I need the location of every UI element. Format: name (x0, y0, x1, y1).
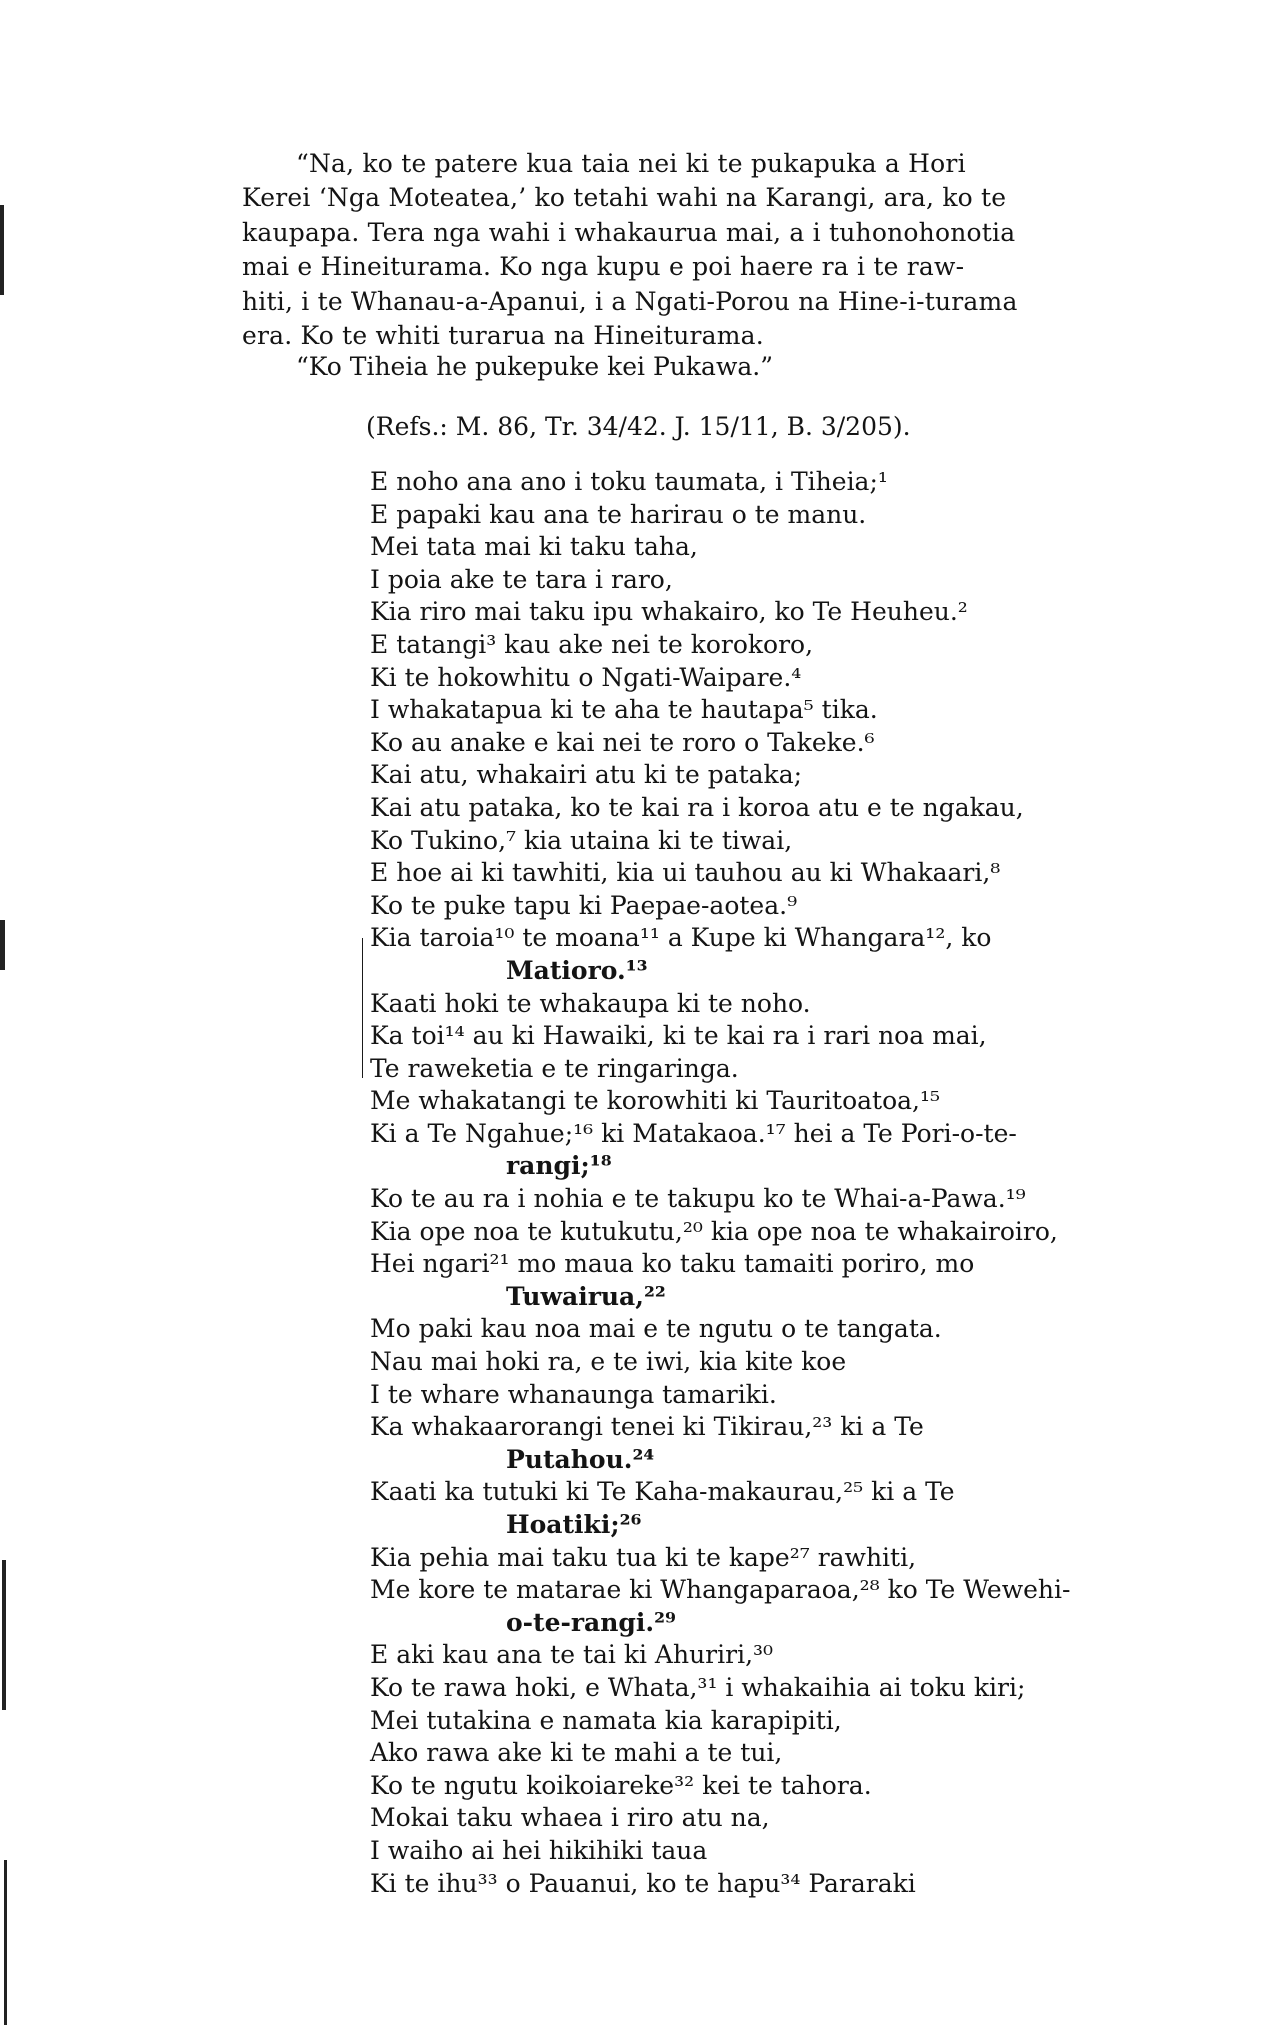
poem-line: Me whakatangi te korowhiti ki Tauritoatoa,¹⁵ (370, 1086, 941, 1116)
poem-line: Kia riro mai taku ipu whakairo, ko Te Heuheu.² (370, 597, 968, 627)
poem-line: Kia ope noa te kutukutu,²⁰ kia ope noa te whakairoiro, (370, 1216, 1058, 1246)
poem (370, 466, 1230, 1900)
margin-bracket-line (362, 938, 363, 1078)
poem-line-continuation: o-te-rangi.²⁹ (506, 1607, 677, 1637)
poem-line: E noho ana ano i toku taumata, i Tiheia;¹ (370, 467, 888, 496)
poem-line: I te whare whanaunga tamariki. (370, 1379, 777, 1409)
poem-line: Mokai taku whaea i riro atu na, (370, 1803, 770, 1833)
intro-paragraph (242, 147, 1210, 353)
poem-line-continuation: Matioro.¹³ (506, 955, 648, 985)
poem-line: Kaati hoki te whakaupa ki te noho. (370, 988, 811, 1018)
poem-line: Mo paki kau noa mai e te ngutu o te tangata. (370, 1314, 942, 1344)
intro-quote: “Ko Tiheia he pukepuke kei Pukawa.” (296, 352, 773, 381)
intro-line: era. Ko te whiti turarua na Hineiturama. (242, 321, 764, 351)
poem-line-continuation: Hoatiki;²⁶ (506, 1510, 642, 1539)
intro-line: hiti, i te Whanau-a-Apanui, i a Ngati-Porou na Hine-i-turama (242, 286, 1018, 316)
poem-line: Ako rawa ake ki te mahi a te tui, (370, 1738, 783, 1768)
poem-line: Ko au anake e kai nei te roro o Takeke.⁶ (370, 727, 875, 757)
poem-line: Mei tata mai ki taku taha, (370, 532, 698, 562)
intro-line: kaupapa. Tera nga wahi i whakaurua mai, a i tuhonohonotia (242, 217, 1016, 247)
intro-line: Kerei ‘Nga Moteatea,’ ko tetahi wahi na Karangi, ara, ko te (242, 183, 1007, 213)
poem-line: Ki a Te Ngahue;¹⁶ ki Matakaoa.¹⁷ hei a Te Pori-o-te- (370, 1118, 1017, 1148)
poem-line-continuation: Putahou.²⁴ (506, 1444, 655, 1474)
poem-line: Kaati ka tutuki ki Te Kaha-makaurau,²⁵ ki a Te (370, 1477, 955, 1507)
left-edge-mark-top (0, 205, 4, 295)
poem-line: Ko te puke tapu ki Paepae-aotea.⁹ (370, 890, 798, 920)
poem-line-continuation: rangi;¹⁸ (506, 1151, 612, 1181)
poem-line: E tatangi³ kau ake nei te korokoro, (370, 629, 814, 659)
left-edge-mark-bottom (4, 1860, 7, 2025)
left-edge-mark-middle (0, 920, 5, 970)
poem-line: I poia ake te tara i raro, (370, 564, 673, 594)
poem-line: Te raweketia e te ringaringa. (370, 1053, 739, 1083)
poem-line: Ki te ihu³³ o Pauanui, ko te hapu³⁴ Pararaki (370, 1868, 916, 1898)
intro-line: “Na, ko te patere kua taia nei ki te pukapuka a Hori (296, 149, 966, 178)
poem-line: Mei tutakina e namata kia karapipiti, (370, 1705, 842, 1735)
poem-line: Ko te ngutu koikoiareke³² kei te tahora. (370, 1770, 872, 1800)
poem-line: Ka whakaarorangi tenei ki Tikirau,²³ ki a Te (370, 1412, 924, 1442)
poem-line: Me kore te matarae ki Whangaparaoa,²⁸ ko Te Wewehi- (370, 1575, 1071, 1605)
poem-line: Ko te rawa hoki, e Whata,³¹ i whakaihia ai toku kiri; (370, 1672, 1026, 1702)
poem-line: Ki te hokowhitu o Ngati-Waipare.⁴ (370, 662, 802, 692)
poem-line: E hoe ai ki tawhiti, kia ui tauhou au ki Whakaari,⁸ (370, 858, 1001, 888)
poem-line: Ka toi¹⁴ au ki Hawaiki, ki te kai ra i rari noa mai, (370, 1021, 987, 1051)
poem-line: Ko te au ra i nohia e te takupu ko te Whai-a-Pawa.¹⁹ (370, 1184, 1026, 1214)
poem-line: E papaki kau ana te harirau o te manu. (370, 499, 867, 529)
poem-line: E aki kau ana te tai ki Ahuriri,³⁰ (370, 1640, 774, 1670)
poem-line: Kia taroia¹⁰ te moana¹¹ a Kupe ki Whangara¹², ko (370, 923, 992, 953)
poem-line: I whakatapua ki te aha te hautapa⁵ tika. (370, 695, 878, 725)
poem-line: I waiho ai hei hikihiki taua (370, 1835, 708, 1865)
intro-line: mai e Hineiturama. Ko nga kupu e poi haere ra i te raw- (242, 252, 965, 282)
references-line: (Refs.: M. 86, Tr. 34/42. J. 15/11, B. 3/205). (366, 412, 911, 441)
poem-line-continuation: Tuwairua,²² (506, 1281, 666, 1311)
poem-line: Kai atu pataka, ko te kai ra i koroa atu e te ngakau, (370, 792, 1024, 822)
poem-line: Nau mai hoki ra, e te iwi, kia kite koe (370, 1347, 847, 1377)
poem-line: Hei ngari²¹ mo maua ko taku tamaiti poriro, mo (370, 1249, 975, 1279)
left-edge-mark-lower (2, 1560, 6, 1710)
poem-line: Kia pehia mai taku tua ki te kape²⁷ rawhiti, (370, 1542, 917, 1572)
poem-line: Kai atu, whakairi atu ki te pataka; (370, 760, 803, 790)
poem-line: Ko Tukino,⁷ kia utaina ki te tiwai, (370, 825, 793, 855)
